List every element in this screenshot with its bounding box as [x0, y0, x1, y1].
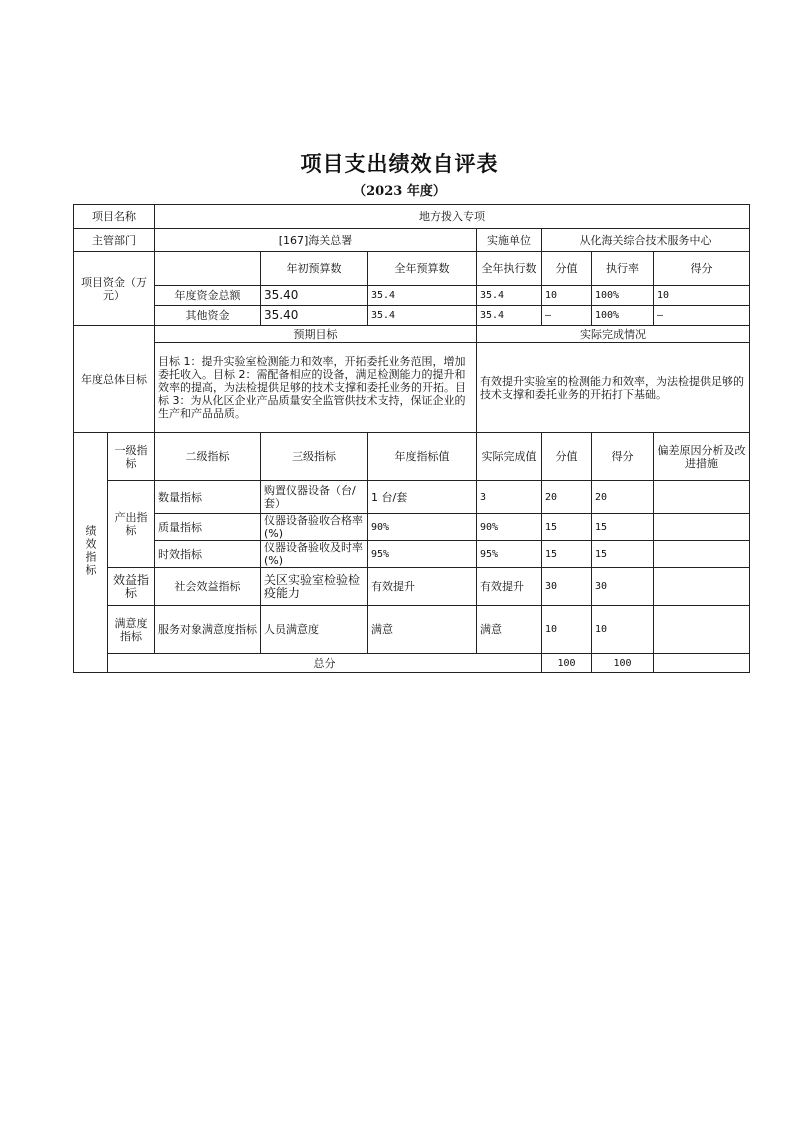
- ind-target: 95%: [368, 541, 477, 568]
- ind-level2: 数量指标: [155, 481, 261, 514]
- ind-level3: 关区实验室检验检疫能力: [261, 568, 368, 606]
- ind-header-score: 得分: [592, 433, 654, 481]
- ind-target: 1 台/套: [368, 481, 477, 514]
- ind-level3: 仪器设备验收及时率(%): [261, 541, 368, 568]
- ind-score: 15: [592, 514, 654, 541]
- ind-level2: 社会效益指标: [155, 568, 261, 606]
- ind-score: 20: [592, 481, 654, 514]
- ind-actual: 3: [477, 481, 542, 514]
- ind-value: 20: [542, 481, 592, 514]
- total-value: 100: [542, 654, 592, 673]
- ind-level1-benefit: 效益指标: [108, 568, 155, 606]
- ind-header-level1: 一级指标: [108, 433, 155, 481]
- funds-header-rate: 执行率: [592, 252, 654, 286]
- project-name-value: 地方拨入专项: [155, 205, 750, 229]
- funds-label: 项目资金（万元）: [74, 252, 155, 326]
- ind-target: 有效提升: [368, 568, 477, 606]
- document-subtitle: （2023 年度）: [353, 184, 446, 199]
- dept-label: 主管部门: [74, 229, 155, 252]
- funds-row-label: 其他资金: [155, 306, 261, 326]
- ind-header-value: 分值: [542, 433, 592, 481]
- ind-level3: 购置仪器设备（台/套）: [261, 481, 368, 514]
- funds-row-label: 年度资金总额: [155, 286, 261, 306]
- impl-label: 实施单位: [477, 229, 542, 252]
- ind-level2: 质量指标: [155, 514, 261, 541]
- ind-level1-output: 产出指标: [108, 481, 155, 568]
- funds-row-score-value: 10: [542, 286, 592, 306]
- impl-value: 从化海关综合技术服务中心: [542, 229, 750, 252]
- funds-header-executed: 全年执行数: [477, 252, 542, 286]
- goals-actual-text: 有效提升实验室的检测能力和效率，为法检提供足够的技术支撑和委托业务的开拓打下基础。: [477, 343, 750, 433]
- funds-row-score-value: —: [542, 306, 592, 326]
- self-evaluation-table: [73, 204, 750, 673]
- funds-row-score: 10: [654, 286, 750, 306]
- ind-actual: 90%: [477, 514, 542, 541]
- funds-row-rate: 100%: [592, 306, 654, 326]
- funds-header-empty: [155, 252, 261, 286]
- ind-value: 15: [542, 514, 592, 541]
- goals-actual-header: 实际完成情况: [477, 326, 750, 343]
- ind-header-target: 年度指标值: [368, 433, 477, 481]
- funds-header-initial: 年初预算数: [261, 252, 368, 286]
- funds-header-annual: 全年预算数: [368, 252, 477, 286]
- ind-value: 30: [542, 568, 592, 606]
- dept-value: [167]海关总署: [155, 229, 477, 252]
- funds-row-initial: 35.40: [261, 306, 368, 326]
- ind-note: [654, 481, 750, 514]
- ind-target: 90%: [368, 514, 477, 541]
- ind-note: [654, 568, 750, 606]
- ind-header-actual: 实际完成值: [477, 433, 542, 481]
- funds-row-annual: 35.4: [368, 306, 477, 326]
- goals-expected-text: 目标 1：提升实验室检测能力和效率，开拓委托业务范围，增加委托收入。目标 2：需配备相应的设备，满足检测能力的提升和效率的提高，为法检提供足够的技术支撑和委托业务的开拓。目标 3：为从化区企业产品质量安全监管供技术支持，保证企业的生产和产品品质。: [155, 343, 477, 433]
- ind-header-note: 偏差原因分析及改进措施: [654, 433, 750, 481]
- funds-row-annual: 35.4: [368, 286, 477, 306]
- total-note: [654, 654, 750, 673]
- ind-score: 15: [592, 541, 654, 568]
- ind-note: [654, 541, 750, 568]
- ind-header-level3: 三级指标: [261, 433, 368, 481]
- funds-row-executed: 35.4: [477, 306, 542, 326]
- goals-label: 年度总体目标: [74, 326, 155, 433]
- ind-score: 10: [592, 606, 654, 654]
- indicators-section-text: 绩效指标: [84, 525, 97, 577]
- indicators-section-label: [74, 433, 108, 673]
- ind-value: 10: [542, 606, 592, 654]
- ind-level3: 人员满意度: [261, 606, 368, 654]
- ind-level1-satisfaction: 满意度指标: [108, 606, 155, 654]
- ind-level2: 服务对象满意度指标: [155, 606, 261, 654]
- funds-row-initial: 35.40: [261, 286, 368, 306]
- funds-row-score: —: [654, 306, 750, 326]
- ind-target: 满意: [368, 606, 477, 654]
- funds-row-executed: 35.4: [477, 286, 542, 306]
- total-score: 100: [592, 654, 654, 673]
- funds-header-score: 得分: [654, 252, 750, 286]
- project-name-label: 项目名称: [74, 205, 155, 229]
- document-title: 项目支出绩效自评表: [300, 151, 499, 176]
- ind-value: 15: [542, 541, 592, 568]
- ind-note: [654, 514, 750, 541]
- ind-level2: 时效指标: [155, 541, 261, 568]
- ind-actual: 95%: [477, 541, 542, 568]
- ind-actual: 满意: [477, 606, 542, 654]
- funds-row-rate: 100%: [592, 286, 654, 306]
- ind-score: 30: [592, 568, 654, 606]
- total-label: 总分: [108, 654, 542, 673]
- funds-header-score-value: 分值: [542, 252, 592, 286]
- ind-level3: 仪器设备验收合格率(%): [261, 514, 368, 541]
- ind-actual: 有效提升: [477, 568, 542, 606]
- ind-header-level2: 二级指标: [155, 433, 261, 481]
- goals-expected-header: 预期目标: [155, 326, 477, 343]
- ind-note: [654, 606, 750, 654]
